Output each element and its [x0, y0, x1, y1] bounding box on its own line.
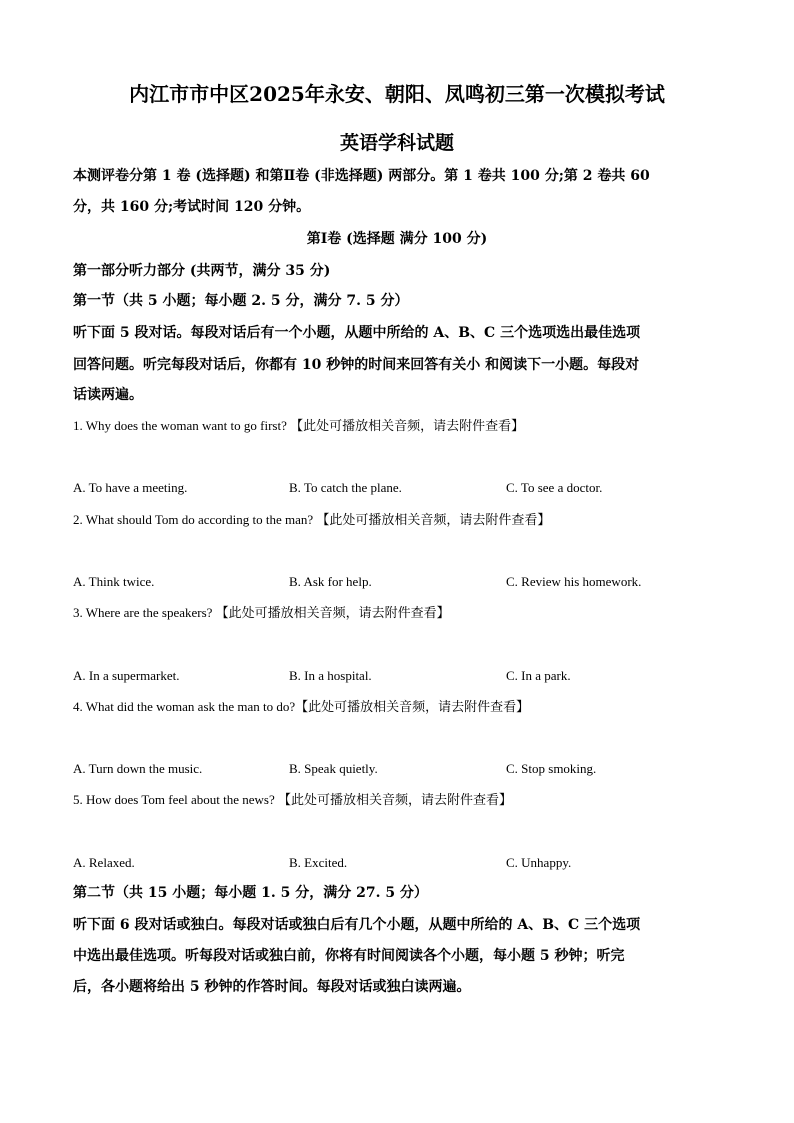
option-b: B. Ask for help.: [289, 574, 372, 589]
option-b: B. Excited.: [289, 855, 348, 870]
option-a: A. In a supermarket.: [73, 668, 180, 683]
option-b: B. In a hospital.: [289, 668, 372, 683]
option-c: C. Review his homework.: [506, 574, 642, 589]
question-stem: 5. How does Tom feel about the news? 【此处可播放相关音频，请去附件查看】: [73, 792, 512, 807]
option-a: A. Think twice.: [73, 574, 155, 589]
question-stem: 1. Why does the woman want to go first? 【此处可播放相关音频，请去附件查看】: [73, 418, 525, 433]
page-subtitle: 英语学科试题: [339, 132, 454, 154]
intro-line-1: 本测评卷分第 1 卷 (选择题) 和第Ⅱ卷 (非选择题) 两部分。第 1 卷共 100 分;第 2 卷共 60: [73, 168, 650, 184]
section-1-instruction-1: 听下面 5 段对话。每段对话后有一个小题，从题中所给的 A、B、C 三个选项选出最佳选项: [73, 325, 641, 341]
question-stem: 4. What did the woman ask the man to do?【此处可播放相关音频，请去附件查看】: [73, 699, 530, 714]
option-a: A. To have a meeting.: [73, 480, 188, 495]
option-c: C. Unhappy.: [506, 855, 572, 870]
option-a: A. Turn down the music.: [73, 761, 203, 776]
section-2-instruction-2: 中选出最佳选项。听每段对话或独白前，你将有时间阅读各个小题，每小题 5 秒钟；听完: [73, 948, 625, 964]
section-1-heading: 第一节（共 5 小题；每小题 2. 5 分，满分 7. 5 分）: [73, 293, 409, 309]
section-2-instruction-1: 听下面 6 段对话或独白。每段对话或独白后有几个小题，从题中所给的 A、B、C 三个选项: [73, 917, 641, 933]
question-stem: 2. What should Tom do according to the man? 【此处可播放相关音频，请去附件查看】: [73, 512, 551, 527]
question-stem: 3. Where are the speakers? 【此处可播放相关音频，请去附件查看】: [73, 605, 450, 620]
option-c: C. In a park.: [506, 668, 571, 683]
page-title: 内江市市中区2025年永安、朝阳、凤鸣初三第一次模拟考试: [129, 82, 665, 106]
option-b: B. Speak quietly.: [289, 761, 378, 776]
section-1-instruction-3: 话读两遍。: [73, 387, 143, 403]
section-1-instruction-2: 回答问题。听完每段对话后，你都有 10 秒钟的时间来回答有关小 和阅读下一小题。每段对: [73, 357, 640, 373]
intro-line-2: 分，共 160 分;考试时间 120 分钟。: [73, 199, 311, 215]
part-1-heading: 第一部分听力部分 (共两节，满分 35 分): [73, 263, 331, 279]
option-c: C. Stop smoking.: [506, 761, 597, 776]
option-c: C. To see a doctor.: [506, 480, 603, 495]
section-2-instruction-3: 后，各小题将给出 5 秒钟的作答时间。每段对话或独白读两遍。: [73, 979, 471, 995]
option-a: A. Relaxed.: [73, 855, 135, 870]
volume-1-heading: 第Ⅰ卷 (选择题 满分 100 分): [306, 231, 488, 247]
option-b: B. To catch the plane.: [289, 480, 402, 495]
section-2-heading: 第二节（共 15 小题；每小题 1. 5 分，满分 27. 5 分）: [73, 885, 428, 901]
